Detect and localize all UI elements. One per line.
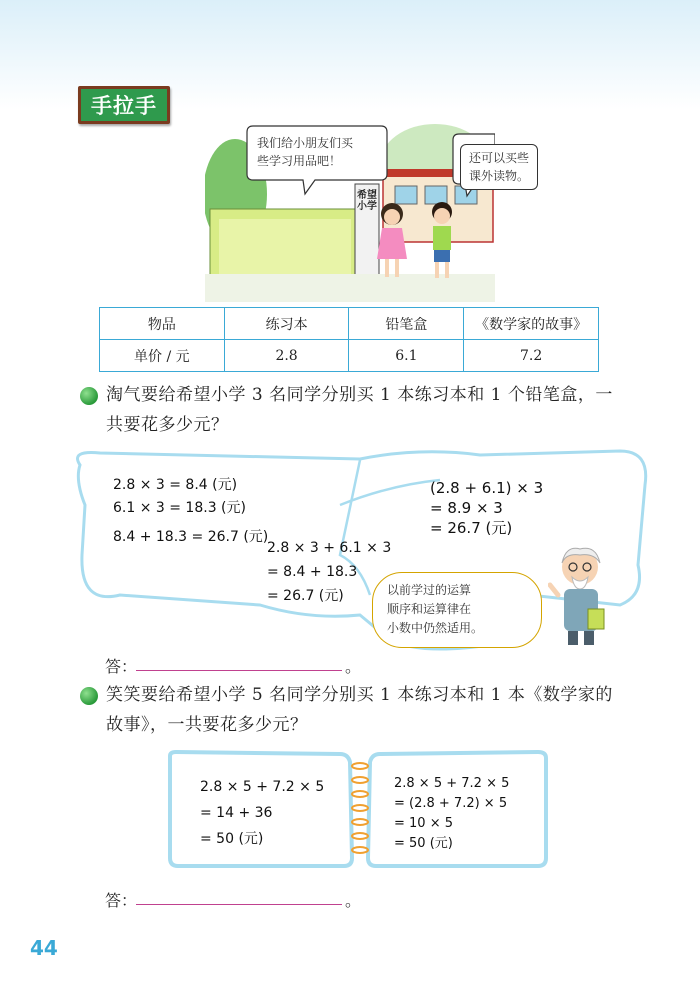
calc-line: 2.8 × 3 + 6.1 × 3 — [267, 540, 392, 556]
illustration — [205, 124, 495, 302]
calc-line: = 8.4 + 18.3 — [267, 564, 358, 580]
teacher-speech-line: 以前学过的运算 — [387, 583, 472, 597]
section-tag — [78, 86, 170, 124]
calc-line: = 26.7 (元) — [430, 519, 513, 537]
calc-line: = 10 × 5 — [394, 816, 453, 831]
table-header-cell: 铅笔盒 — [349, 308, 464, 340]
teacher-character-icon — [548, 545, 618, 650]
method-a — [113, 474, 268, 549]
answer-end-mark: 。 — [345, 891, 362, 910]
school-sign: 希望小学 — [357, 190, 377, 212]
girl-speech-line: 些学习用品吧！ — [257, 154, 342, 168]
question-2 — [106, 680, 666, 740]
answer-input-line[interactable] — [136, 670, 342, 671]
table-header-cell: 物品 — [100, 308, 225, 340]
calc-line: 2.8 × 5 + 7.2 × 5 — [394, 776, 510, 791]
teacher-speech-bubble — [372, 572, 542, 648]
method-b — [430, 478, 543, 538]
calc-line: 6.1 × 3 = 18.3 (元) — [113, 500, 246, 516]
question-1-line: 淘气要给希望小学 3 名同学分别买 1 本练习本和 1 个铅笔盒，一 — [106, 385, 613, 405]
question-2-line: 笑笑要给希望小学 5 名同学分别买 1 本练习本和 1 本《数学家的 — [106, 685, 613, 705]
notebook-rings — [352, 763, 368, 853]
table-cell: 2.8 — [224, 340, 349, 372]
q2-right-solution — [394, 774, 509, 854]
section-tag-label: 手拉手 — [81, 89, 167, 121]
boy-speech-bubble — [460, 144, 538, 190]
question-bullet-icon — [80, 387, 98, 405]
answer-label: 答： — [105, 657, 138, 676]
table-cell: 单价 / 元 — [100, 340, 225, 372]
boy-speech-line: 课外读物。 — [469, 169, 530, 183]
answer-input-line[interactable] — [136, 904, 342, 905]
answer-label: 答： — [105, 891, 138, 910]
calc-line: = 26.7 (元) — [267, 588, 344, 604]
question-1-line: 共要花多少元？ — [106, 415, 229, 435]
teacher-speech-line: 顺序和运算律在 — [387, 602, 472, 616]
calc-line: = 50 (元) — [394, 836, 453, 851]
boy-speech-line: 还可以买些 — [469, 151, 530, 165]
table-header-cell: 练习本 — [224, 308, 349, 340]
table-cell: 7.2 — [464, 340, 599, 372]
table-header-cell: 《数学家的故事》 — [464, 308, 599, 340]
calc-line: = 8.9 × 3 — [430, 499, 503, 517]
calc-line: 2.8 × 5 + 7.2 × 5 — [200, 779, 325, 795]
calc-line: (2.8 + 6.1) × 3 — [430, 479, 544, 497]
teacher-speech-line: 小数中仍然适用。 — [387, 621, 484, 635]
calc-line: = (2.8 + 7.2) × 5 — [394, 796, 508, 811]
calc-line: = 14 + 36 — [200, 805, 273, 821]
q2-left-solution — [200, 774, 324, 852]
table-row — [100, 340, 599, 372]
calc-line: 2.8 × 3 = 8.4 (元) — [113, 477, 238, 493]
calc-line: = 50 (元) — [200, 831, 264, 847]
calc-line: 8.4 + 18.3 = 26.7 (元) — [113, 529, 269, 545]
question-bullet-icon — [80, 687, 98, 705]
girl-speech-bubble — [257, 134, 353, 170]
girl-speech-line: 我们给小朋友们买 — [257, 136, 354, 150]
question-1 — [106, 380, 666, 440]
table-row — [100, 308, 599, 340]
price-table — [99, 307, 599, 372]
answer-end-mark: 。 — [345, 657, 362, 676]
table-cell: 6.1 — [349, 340, 464, 372]
question-2-line: 故事》，一共要花多少元？ — [106, 715, 308, 735]
page-number: 44 — [30, 936, 58, 960]
